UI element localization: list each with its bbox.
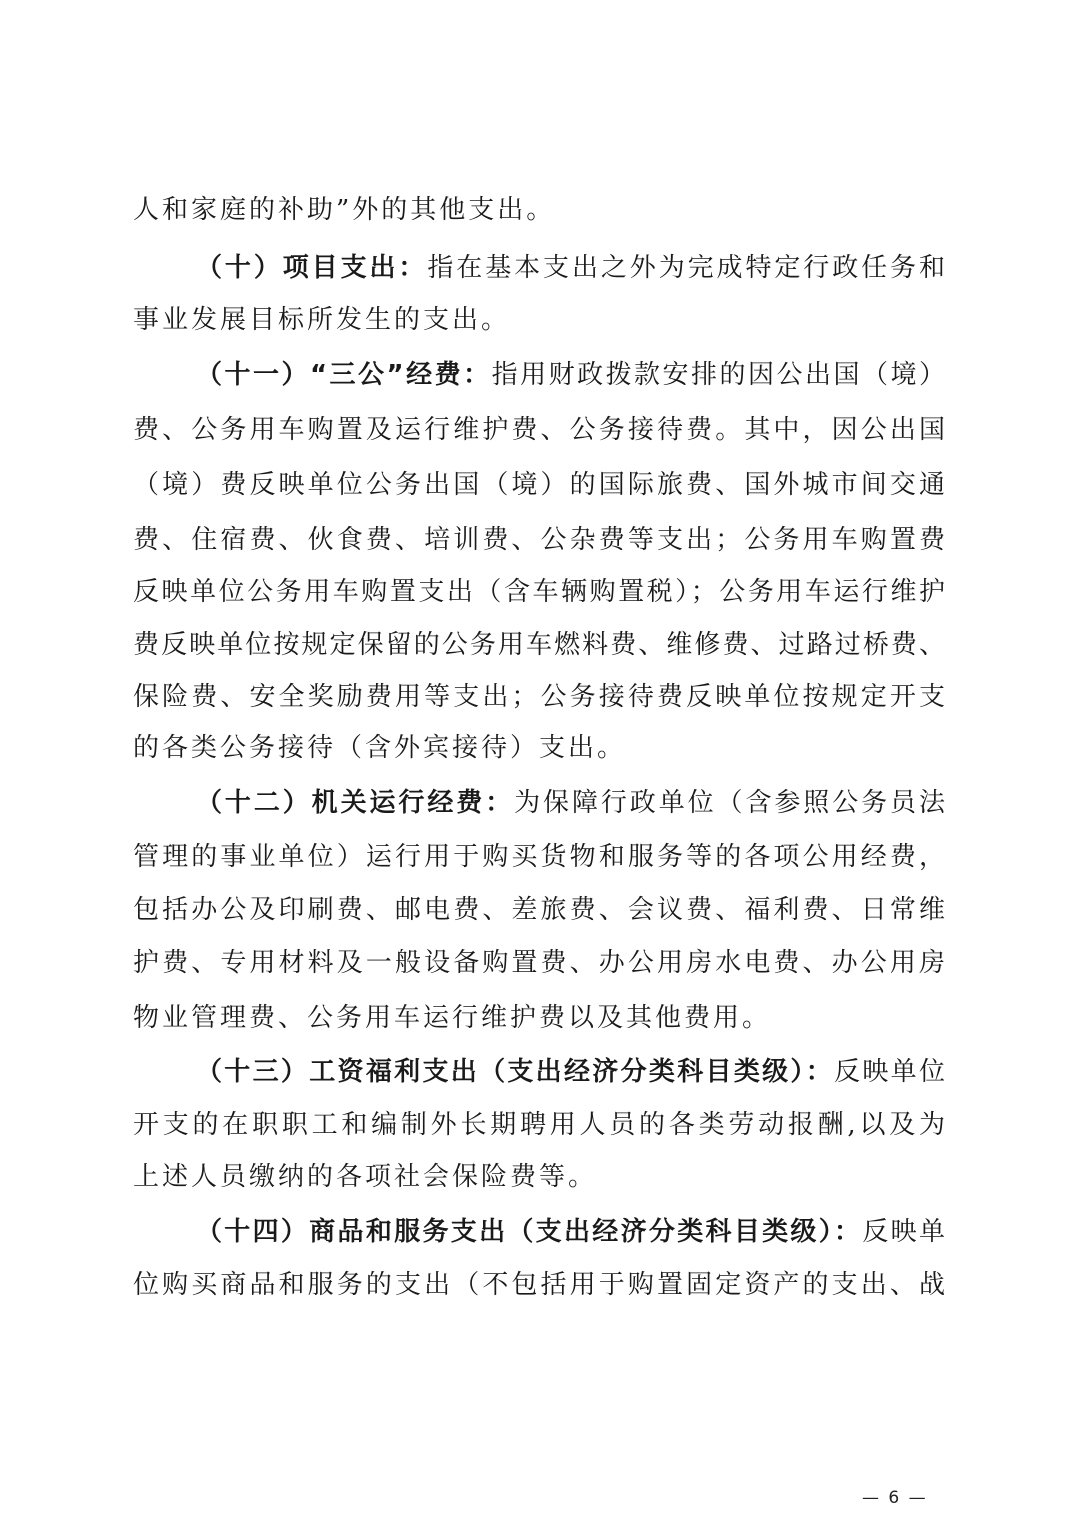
text-line [133,522,945,558]
section-heading-line [196,1054,945,1090]
text-line [133,574,945,610]
line-text: 为保障行政单位（含参照公务员法 [514,788,945,818]
line-text: 费反映单位按规定保留的公务用车燃料费、维修费、过路过桥费、 [133,630,945,660]
text-line [133,679,945,715]
section-heading: （十）项目支出： [196,253,428,283]
line-text: 护费、专用材料及一般设备购置费、办公用房水电费、办公用房 [133,948,945,978]
page-number: — 6 — [862,1488,928,1508]
line-text: 反映单 [862,1217,945,1247]
line-text: 反映单位公务用车购置支出（含车辆购置税）；公务用车运行维护 [133,577,945,607]
line-text: 人和家庭的补助”外的其他支出。 [133,195,556,225]
line-text: 管理的事业单位）运行用于购买货物和服务等的各项公用经费， [133,842,945,872]
line-text: 费、公务用车购置及运行维护费、公务接待费。其中，因公出国 [133,415,945,445]
line-text: 事业发展目标所发生的支出。 [133,305,511,335]
section-heading-line [196,250,945,286]
text-line [133,945,945,981]
text-line [133,892,945,928]
section-heading-line [196,785,945,821]
text-line [133,730,945,766]
section-heading: （十三）工资福利支出（支出经济分类科目类级）： [196,1057,835,1087]
text-line [133,1159,945,1195]
line-text: 位购买商品和服务的支出（不包括用于购置固定资产的支出、战 [133,1270,945,1300]
line-text: 的各类公务接待（含外宾接待）支出。 [133,733,627,763]
text-line [133,302,945,338]
section-heading: （十四）商品和服务支出（支出经济分类科目类级）： [196,1217,863,1247]
text-line [133,627,945,663]
section-heading-line [196,357,945,393]
text-line [133,467,945,503]
text-line [133,192,945,228]
text-line [133,839,945,875]
line-text: 费、住宿费、伙食费、培训费、公杂费等支出；公务用车购置费 [133,525,945,555]
line-text: （境）费反映单位公务出国（境）的国际旅费、国外城市间交通 [133,470,945,500]
line-text: 反映单位 [834,1057,945,1087]
section-heading-line [196,1214,945,1250]
line-text: 指用财政拨款安排的因公出国（境） [491,360,945,390]
line-text: 上述人员缴纳的各项社会保险费等。 [133,1162,598,1192]
text-line [133,1107,945,1143]
line-text: 指在基本支出之外为完成特定行政任务和 [427,253,945,283]
line-text: 包括办公及印刷费、邮电费、差旅费、会议费、福利费、日常维 [133,895,945,925]
section-heading: （十二）机关运行经费： [196,788,515,818]
line-text: 开支的在职职工和编制外长期聘用人员的各类劳动报酬,以及为 [133,1110,945,1140]
section-heading: （十一）“三公”经费： [196,360,492,390]
text-line [133,1000,945,1036]
line-text: 物业管理费、公务用车运行维护费以及其他费用。 [133,1003,772,1033]
text-line [133,412,945,448]
line-text: 保险费、安全奖励费用等支出；公务接待费反映单位按规定开支 [133,682,945,712]
text-line [133,1267,945,1303]
